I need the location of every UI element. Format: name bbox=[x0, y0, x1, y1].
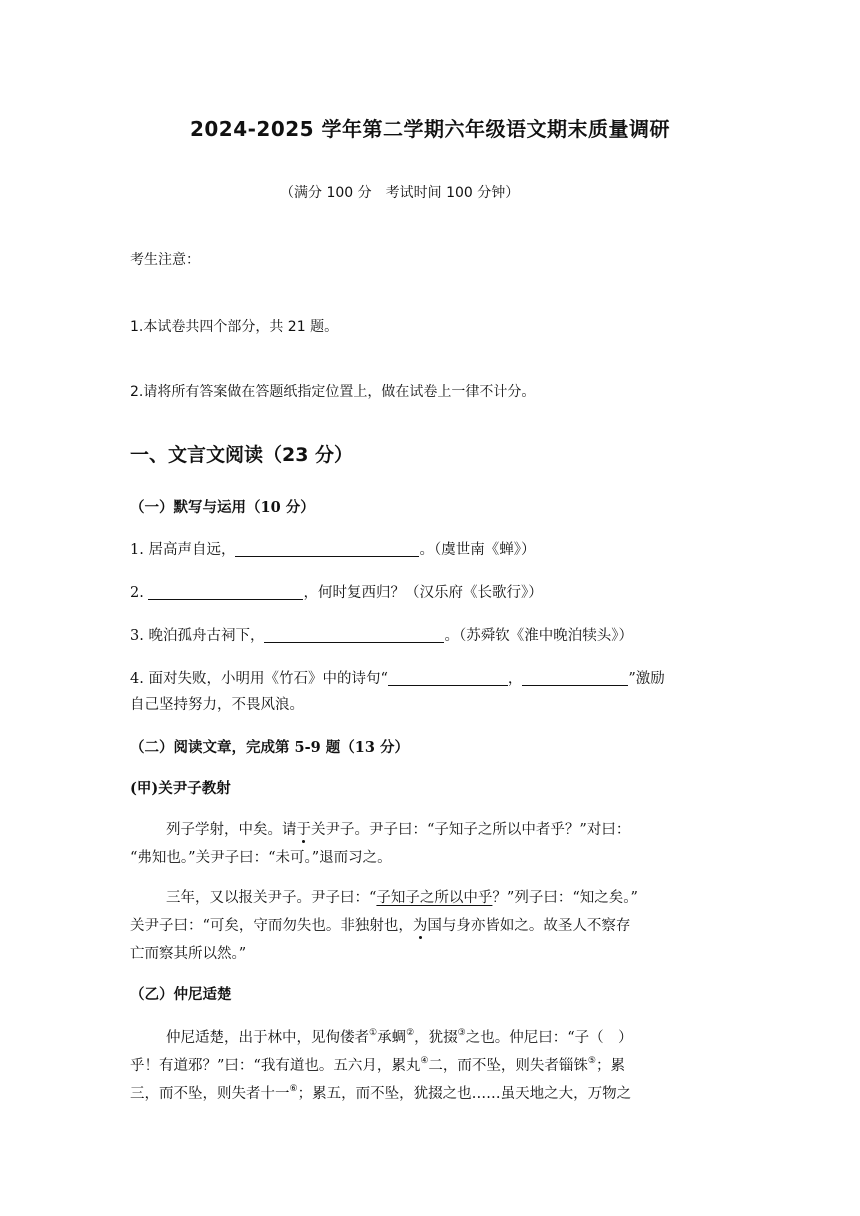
footnote-mark: ③ bbox=[457, 1028, 466, 1038]
footnote-mark: ④ bbox=[420, 1056, 429, 1066]
question-3 bbox=[130, 623, 730, 649]
footnote-mark: ⑤ bbox=[587, 1056, 596, 1066]
text-span: 二，而不坠，则失者锱铢 bbox=[428, 1058, 588, 1074]
underlined-sentence: 子知子之所以中乎 bbox=[376, 890, 493, 906]
question-4-comma: ， bbox=[507, 671, 523, 687]
text-span: 三年，又以报关尹子。尹子曰：“ bbox=[166, 890, 377, 906]
question-4-text: 4. 面对失败，小明用《竹石》中的诗句“ bbox=[130, 671, 388, 687]
answer-blank[interactable] bbox=[235, 540, 419, 557]
text-span: 乎！有道邪？”曰：“我有道也。五六月，累丸 bbox=[130, 1058, 421, 1074]
text-span: “弗知也。”关尹子曰：“未可。”退而习之。 bbox=[130, 850, 392, 866]
text-span: 承蜩 bbox=[377, 1030, 407, 1046]
passage-yi-paragraph bbox=[130, 1024, 730, 1108]
passage-jia-paragraph-2 bbox=[130, 884, 730, 968]
answer-blank[interactable] bbox=[148, 583, 303, 600]
text-span: 国与身亦皆如之。故圣人不察存 bbox=[427, 918, 631, 934]
question-2 bbox=[130, 580, 730, 606]
text-span: 列子学射，中矣。请 bbox=[166, 822, 297, 838]
notice-item-1: 1.本试卷共四个部分，共 21 题。 bbox=[130, 319, 339, 335]
footnote-mark: ⑥ bbox=[289, 1084, 298, 1094]
question-2-text: ，何时复西归？（汉乐府《长歌行》） bbox=[303, 585, 543, 601]
notice-heading: 考生注意： bbox=[130, 252, 200, 268]
question-3-text: 3. 晚泊孤舟古祠下， bbox=[130, 628, 265, 644]
question-2-number: 2. bbox=[130, 585, 149, 601]
passage-yi-title: （乙）仲尼适楚 bbox=[130, 986, 232, 1003]
passage-jia-title: (甲)关尹子教射 bbox=[130, 780, 231, 797]
question-4-text-line2: 自己坚持努力，不畏风浪。 bbox=[130, 697, 304, 713]
section-heading: 一、文言文阅读（23 分） bbox=[130, 444, 354, 466]
text-span: 之也。仲尼曰：“子（ ） bbox=[465, 1030, 633, 1046]
exam-info: （满分 100 分 考试时间 100 分钟） bbox=[280, 185, 520, 201]
text-span: 亡而察其所以然。” bbox=[130, 946, 247, 962]
question-4 bbox=[130, 666, 740, 718]
question-3-source: 。（苏舜钦《淮中晚泊犊头》） bbox=[444, 628, 633, 644]
text-span: ？”列子曰：“知之矣。” bbox=[492, 890, 638, 906]
text-span: ，犹掇 bbox=[414, 1030, 458, 1046]
question-1-text: 1. 居高声自远， bbox=[130, 542, 236, 558]
text-span: ；累五，而不坠，犹掇之也……虽天地之大，万物之 bbox=[297, 1086, 632, 1102]
answer-blank[interactable] bbox=[388, 669, 508, 686]
footnote-mark: ② bbox=[406, 1028, 415, 1038]
part-heading-2: （二）阅读文章，完成第 5-9 题（13 分） bbox=[130, 739, 410, 756]
page-title: 2024-2025 学年第二学期六年级语文期末质量调研 bbox=[189, 117, 671, 141]
emphasized-char: 为 bbox=[412, 918, 428, 934]
question-1 bbox=[130, 537, 730, 563]
emphasized-char: 于 bbox=[296, 822, 311, 838]
text-span: 仲尼适楚，出于林中，见佝偻者 bbox=[166, 1030, 369, 1046]
passage-jia-paragraph-1 bbox=[130, 816, 730, 872]
text-span: 关尹子。尹子曰：“子知子之所以中者乎？”对曰： bbox=[311, 822, 631, 838]
text-span: 三，而不坠，则失者十一 bbox=[130, 1086, 290, 1102]
text-span: 关尹子曰：“可矣，守而勿失也。非独射也， bbox=[130, 918, 413, 934]
notice-item-2: 2.请将所有答案做在答题纸指定位置上，做在试卷上一律不计分。 bbox=[130, 384, 536, 400]
question-1-source: 。（虞世南《蝉》） bbox=[419, 542, 536, 558]
footnote-mark: ① bbox=[369, 1028, 378, 1038]
question-4-text-end: ”激励 bbox=[628, 671, 665, 687]
part-heading-1: （一）默写与运用（10 分） bbox=[130, 499, 315, 516]
answer-blank[interactable] bbox=[264, 626, 444, 643]
text-span: ；累 bbox=[595, 1058, 625, 1074]
answer-blank[interactable] bbox=[522, 669, 628, 686]
